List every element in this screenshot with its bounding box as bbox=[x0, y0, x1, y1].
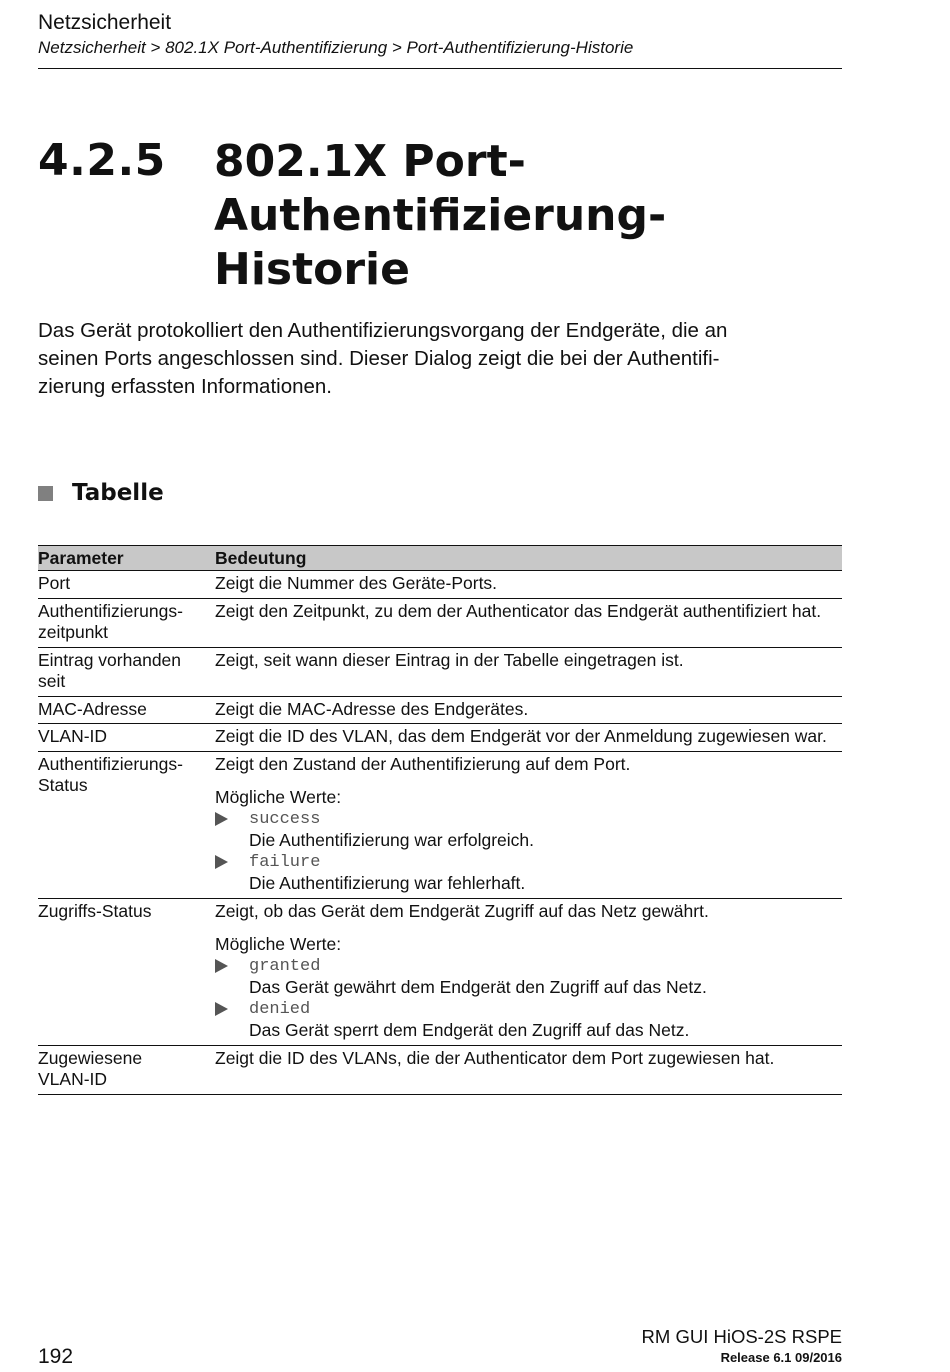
chapter-title: 802.1X Port- Authentifizierung-Historie bbox=[214, 136, 667, 295]
table-row bbox=[38, 898, 842, 1045]
value-text: Das Gerät sperrt dem Endgerät den Zugriff auf das Netz. bbox=[249, 1020, 690, 1040]
table-row bbox=[38, 598, 842, 647]
value-text: Die Authentifizierung war erfolgreich. bbox=[249, 830, 535, 850]
value-item bbox=[215, 999, 842, 1042]
desc-cell bbox=[215, 898, 842, 1045]
chapter-number: 4.2.5 bbox=[38, 135, 166, 186]
desc-cell: Zeigt die MAC-Adresse des Endgerätes. bbox=[215, 696, 842, 724]
param-cell: MAC-Adresse bbox=[38, 696, 215, 724]
page-number: 192 bbox=[38, 1345, 74, 1368]
breadcrumb: Netzsicherheit > 802.1X Port-Authentifizierung > Port-Authentifizierung-Historie bbox=[38, 38, 634, 57]
table-row bbox=[38, 696, 842, 724]
param-cell: VLAN-ID bbox=[38, 724, 215, 752]
table-row bbox=[38, 571, 842, 599]
value-text: Die Authentifizierung war fehlerhaft. bbox=[249, 873, 526, 893]
param-cell: Eintrag vorhanden seit bbox=[38, 647, 215, 696]
value-code: denied bbox=[249, 999, 311, 1019]
desc-cell: Zeigt die ID des VLANs, die der Authenticator dem Port zugewiesen hat. bbox=[215, 1045, 842, 1094]
param-cell: Authentifizierungs- zeitpunkt bbox=[38, 598, 215, 647]
desc-cell: Zeigt den Zeitpunkt, zu dem der Authenticator das Endgerät authentifiziert hat. bbox=[215, 598, 842, 647]
value-code: granted bbox=[249, 956, 321, 976]
table-row bbox=[38, 751, 842, 898]
desc-text: Zeigt, ob das Gerät dem Endgerät Zugriff auf das Netz gewährt. bbox=[215, 900, 709, 921]
triangle-bullet-icon bbox=[215, 999, 249, 1042]
table-header-row bbox=[38, 546, 842, 571]
possible-values-label: Mögliche Werte: bbox=[215, 934, 342, 954]
desc-cell bbox=[215, 751, 842, 898]
header-divider bbox=[38, 68, 842, 69]
value-item bbox=[215, 956, 842, 999]
value-item bbox=[215, 852, 842, 895]
running-header-title: Netzsicherheit bbox=[38, 11, 172, 34]
column-header-bedeutung: Bedeutung bbox=[215, 546, 842, 571]
triangle-bullet-icon bbox=[215, 852, 249, 895]
table-row bbox=[38, 724, 842, 752]
triangle-bullet-icon bbox=[215, 809, 249, 852]
value-text: Das Gerät gewährt dem Endgerät den Zugriff auf das Netz. bbox=[249, 977, 707, 997]
value-code: failure bbox=[249, 852, 321, 872]
value-code: success bbox=[249, 809, 321, 829]
column-header-parameter: Parameter bbox=[38, 546, 215, 571]
square-bullet-icon bbox=[38, 486, 53, 501]
footer-product: RM GUI HiOS-2S RSPE bbox=[641, 1326, 842, 1347]
section-title: Tabelle bbox=[72, 480, 164, 506]
table-row bbox=[38, 1045, 842, 1094]
desc-cell: Zeigt die ID des VLAN, das dem Endgerät vor der Anmeldung zugewiesen war. bbox=[215, 724, 842, 752]
parameter-table bbox=[38, 545, 842, 1095]
triangle-bullet-icon bbox=[215, 956, 249, 999]
param-cell: Authentifizierungs- Status bbox=[38, 751, 215, 898]
section-heading bbox=[38, 480, 164, 506]
value-item bbox=[215, 809, 842, 852]
desc-cell: Zeigt die Nummer des Geräte-Ports. bbox=[215, 571, 842, 599]
footer-release: Release 6.1 09/2016 bbox=[720, 1350, 842, 1365]
desc-cell: Zeigt, seit wann dieser Eintrag in der Tabelle eingetragen ist. bbox=[215, 647, 842, 696]
table-row bbox=[38, 647, 842, 696]
possible-values-label: Mögliche Werte: bbox=[215, 787, 342, 807]
desc-text: Zeigt den Zustand der Authentifizierung auf dem Port. bbox=[215, 753, 631, 774]
intro-paragraph: Das Gerät protokolliert den Authentifizierungsvorgang der Endgeräte, die an seinen Ports angeschlossen sind. Dieser Dialog zeigt die bei der Authentifi- zierung erfassten Informationen. bbox=[38, 319, 728, 398]
param-cell: Zugriffs-Status bbox=[38, 898, 215, 1045]
param-cell: Port bbox=[38, 571, 215, 599]
param-cell: Zugewiesene VLAN-ID bbox=[38, 1045, 215, 1094]
